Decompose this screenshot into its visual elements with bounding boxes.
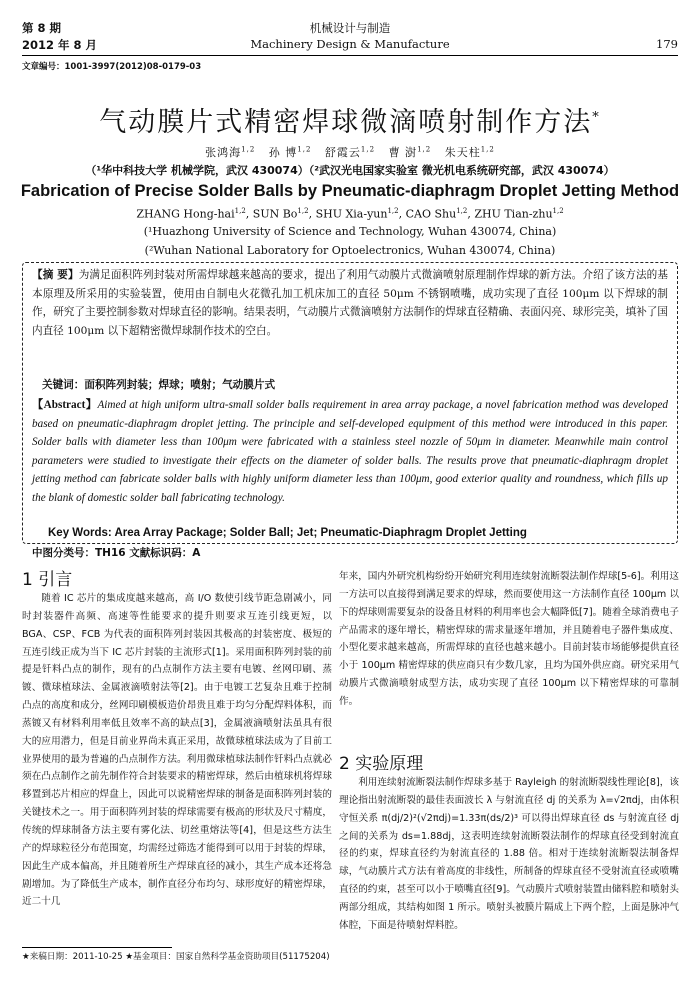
author-cn: 曹 澍 xyxy=(388,146,418,159)
authors-cn xyxy=(0,144,700,160)
article-number: 文章编号：1001-3997(2012)08-0179-03 xyxy=(22,62,202,72)
author-sup: 1,2 xyxy=(234,207,246,215)
introduction-body: 随着 IC 芯片的集成度越来越高，高 I/O 数使引线节距急剧减小，同时封装器件高频、高速等性能要求的提升则要求互连引线更短，以 BGA、CSP、FCB 为代表的面积阵列封装因其极高的封装密度、极短的互连引线正成为当下 IC 芯片封装的主流形式[1]。采用面积阵列封装的前提是钎料凸点的制作，现有的凸点制作方法主要有电镀、丝网印刷、蒸镀、微球植球法、金属液滴喷射法等[2]。由于电镀工艺复杂且难于控制凸点的高度和成分，丝网印刷模板造价昂贵且难于均匀分配焊料体积，而蒸镀又有材料利用率低且效率不高的缺点[3]，金属液滴喷射法虽具有很大的应用潜力，但是目前业界尚未真正采用，故微球植球法成为了目前工业界使用的最为普遍的凸点制作方法。利用微球植球法制作钎料凸点就必须在凸点制作之前先制作符合封装要求的精密焊球，然后由植球机将焊球移置到芯片相应的焊盘上，因此可以说精密焊球的制备是面积阵列封装的关键技术之一。用于面积阵列封装的焊球需要有极高的形状及尺寸精度，传统的焊球制备方法主要有雾化法、切丝重熔法等[4]，但是这些方法生产的焊球粒径分布范围宽，均需经过筛选才能得到可以用于封装的焊球，因此生产成本偏高，并且随着所生产焊球直径的减小，其生产成本还将急剧增加。为了降低生产成本，制作直径分布均匀、球形度好的精密焊球，近二十几 xyxy=(22,593,332,908)
affiliation-en-2: (²Wuhan National Laboratory for Optoelectronics, Wuhan 430074, China) xyxy=(144,244,556,257)
author-en: ZHANG Hong-hai xyxy=(136,207,235,221)
author-sup: 1,2 xyxy=(360,145,376,154)
section-heading-principle: 2 实验原理 xyxy=(339,754,424,774)
footnote: ★来稿日期：2011-10-25 ★基金项目：国家自然科学基金资助项目(51175204) xyxy=(22,952,330,962)
author-sup: 1,2 xyxy=(480,145,495,154)
page-number: 179 xyxy=(656,37,678,51)
title-footnote-mark: * xyxy=(592,110,601,125)
affiliation-en-1: (¹Huazhong University of Science and Technology, Wuhan 430074, China) xyxy=(143,225,557,238)
authors-en: ZHANG Hong-hai$^{1,2}$, SUN Bo$^{1,2}$, SHU Xia-yun$^{1,2}$, CAO Shu$^{1,2}$, ZHU Tian-zhu$^{1,2}$ xyxy=(136,207,564,221)
footnote-rule xyxy=(22,947,172,948)
author-sup: 1,2 xyxy=(387,207,399,215)
abstract-cn-label: 【摘 要】 xyxy=(32,269,79,281)
classification-line: 中图分类号：TH16 文献标识码：A xyxy=(32,547,201,559)
abstract-en-label: 【Abstract】 xyxy=(32,399,98,411)
author-cn: 朱天柱 xyxy=(444,146,481,159)
principle-body: 利用连续射流断裂法制作焊球多基于 Rayleigh 的射流断裂线性理论[8]，该理论指出射流断裂的最佳表面波长 λ 与射流直径 dj 的关系为 λ=√2πdj，由体积守恒关系 π(dj/2)²(√2πdj)=1.33π(ds/2)³ 可以得出焊球直径 ds 与射流直径 dj 之间的关系为 ds=1.88dj，这表明连续射流断裂法制作的焊球直径受到射流直径的约束，焊球直径约为射流直径的 1.88 倍。相对于连续射流断裂法制备焊球，气动膜片式方法有着高度的非线性，所制备的焊球直径不受射流直径或喷嘴直径的约束，甚至可以小于喷嘴直径[9]。气动膜片式喷射装置由储料腔和喷射头两部分组成，其结构如图 1 所示。喷射头被膜片隔成上下两个腔，上面是脉冲气体腔，下面是待喷射焊料腔。 xyxy=(339,777,679,931)
author-cn: 舒霞云 xyxy=(324,146,361,159)
abstract-cn xyxy=(32,266,668,340)
running-header-top xyxy=(22,20,678,36)
author-sup: 1,2 xyxy=(417,145,432,154)
title-text: 气动膜片式精密焊球微滴喷射制作方法 xyxy=(99,107,593,138)
running-header-bottom xyxy=(22,37,678,56)
paper-title-cn xyxy=(0,100,700,139)
journal-name-en: Machinery Design & Manufacture xyxy=(250,37,450,51)
author-en: CAO Shu xyxy=(405,207,457,221)
paper-title-en: Fabrication of Precise Solder Balls by Pneumatic-diaphragm Droplet Jetting Method xyxy=(20,182,680,200)
issue-number: 第 8 期 xyxy=(22,21,62,35)
author-sup: 1,2 xyxy=(297,207,309,215)
author-en: ZHU Tian-zhu xyxy=(474,207,553,221)
author-en: SHU Xia-yun xyxy=(315,207,388,221)
author-sup: 1,2 xyxy=(456,207,468,215)
introduction-continued: 年来，国内外研究机构纷纷开始研究利用连续射流断裂法制作焊球[5-6]。利用这一方法可以直接得到满足要求的焊球，然而要使用这一方法制作直径 100μm 以下的焊球则需要复杂的设备且材料的利用率也会大幅降低[7]。随着全球消费电子产品需求的逐年增长，精密焊球的需求量逐年增加，并且随着电子器件集成度、小型化要求越来越高，所需焊球的直径也越来越小。目前封装市场能够提供直径小于 100μm 精密焊球的供应商只有少数几家，且均为国外供应商。研究采用气动膜片式微滴喷射成型方法，成功实现了直径 100μm 以下精密焊球的可靠制作。 xyxy=(339,571,679,707)
author-sup: 1,2 xyxy=(297,145,312,154)
abstract-en xyxy=(32,396,668,508)
author-en: SUN Bo xyxy=(252,207,298,221)
keywords-en: Key Words: Area Array Package; Solder Ball; Jet; Pneumatic-Diaphragm Droplet Jetting xyxy=(48,527,527,539)
journal-name-cn: 机械设计与制造 xyxy=(309,21,391,35)
author-sup: 1,2 xyxy=(552,207,564,215)
section-heading-introduction: 1 引言 xyxy=(22,570,73,590)
affiliation-cn: （¹华中科技大学 机械学院，武汉 430074）（²武汉光电国家实验室 微光机电系统研究部，武汉 430074） xyxy=(85,164,615,177)
keywords-cn: 关键词：面积阵列封装；焊球；喷射；气动膜片式 xyxy=(42,379,276,391)
abstract-cn-text: 为满足面积阵列封装对所需焊球越来越高的要求，提出了利用气动膜片式微滴喷射原理制作焊球的新方法。介绍了该方法的基本原理及所采用的实验装置，使用由自制电火花微孔加工机床加工的直径 50μm 不锈钢喷嘴，成功实现了直径 100μm 以下焊球的制作，研究了主要控制参数对焊球直径的影响。结果表明，气动膜片式微滴喷射方法制作的焊球直径精确、表面闪亮、球形完美，填补了国内直径 100μm 以下超精密微焊球制作技术的空白。 xyxy=(32,269,668,337)
author-cn: 张鸿海 xyxy=(205,146,242,159)
author-sup: 1,2 xyxy=(241,145,256,154)
issue-date: 2012 年 8 月 xyxy=(22,38,98,52)
author-cn: 孙 博 xyxy=(268,146,298,159)
abstract-en-text: Aimed at high uniform ultra-small solder balls requirement in area array package, a novel fabrication method was developed based on pneumatic-diaphragm droplet jetting. The principle and self-developed equipment of this method were introduced in this paper. Solder balls with diameter less than 100μm were fabricated with a stainless steel nozzle of 50μm in diameter. Meanwhile main control parameters were studied to investigate their effects on the diameter of solder balls. The results prove that pneumatic-diaphragm droplet jetting method can fabricate solder balls with highly uniform diameter less than 100μm, good exterior quality and roundness, which fills up the blank of domestic solder ball fabricating technology. xyxy=(32,399,668,504)
